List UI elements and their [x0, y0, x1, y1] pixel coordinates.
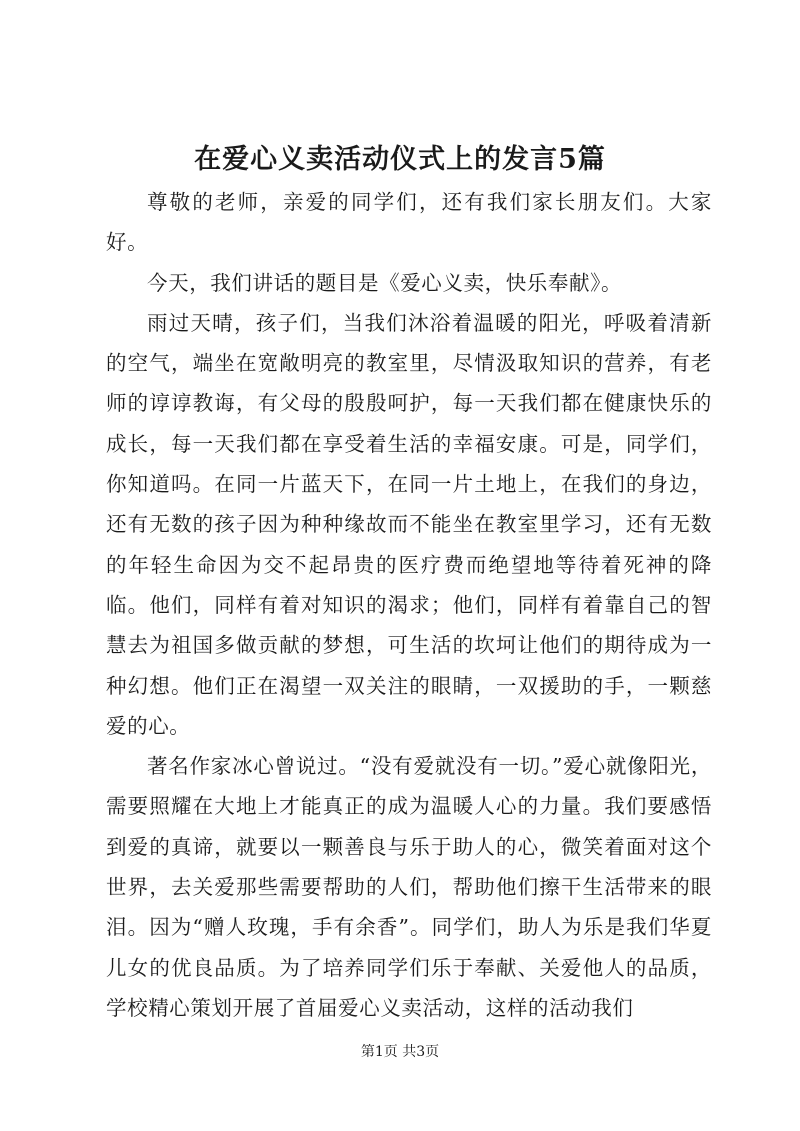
- paragraph-children: 雨过天晴，孩子们，当我们沐浴着温暖的阳光，呼吸着清新的空气，端坐在宽敞明亮的教室里，尽情汲取知识的营养，有老师的谆谆教诲，有父母的殷殷呵护，每一天我们都在健康快乐的成长，每一天我们都在享受着生活的幸福安康。可是，同学们，你知道吗。在同一片蓝天下，在同一片土地上，在我们的身边，还有无数的孩子因为种种缘故而不能坐在教室里学习，还有无数的年轻生命因为交不起昂贵的医疗费而绝望地等待着死神的降临。他们，同样有着对知识的渴求；他们，同样有着靠自己的智慧去为祖国多做贡献的梦想，可生活的坎坷让他们的期待成为一种幻想。他们正在渴望一双关注的眼睛，一双援助的手，一颗慈爱的心。: [106, 310, 712, 738]
- document-title: 在爱心义卖活动仪式上的发言5篇: [194, 144, 606, 175]
- paragraph-bingxin-quote: 著名作家冰心曾说过。“没有爱就没有一切。”爱心就像阳光，需要照耀在大地上才能真正的成为温暖人心的力量。我们要感悟到爱的真谛，就要以一颗善良与乐于助人的心，微笑着面对这个世界，去关爱那些需要帮助的人们，帮助他们擦干生活带来的眼泪。因为“赠人玫瑰，手有余香”。同学们，助人为乐是我们华夏儿女的优良品质。为了培养同学们乐于奉献、关爱他人的品质，学校精心策划开展了首届爱心义卖活动，这样的活动我们: [106, 754, 712, 1020]
- paragraph-topic: 今天，我们讲话的题目是《爱心义卖，快乐奉献》。: [147, 270, 623, 295]
- page-footer: 第1页 共3页: [360, 1044, 440, 1060]
- paragraph-greeting: 尊敬的老师，亲爱的同学们，还有我们家长朋友们。大家好。: [106, 190, 712, 255]
- document-body: [106, 182, 712, 1028]
